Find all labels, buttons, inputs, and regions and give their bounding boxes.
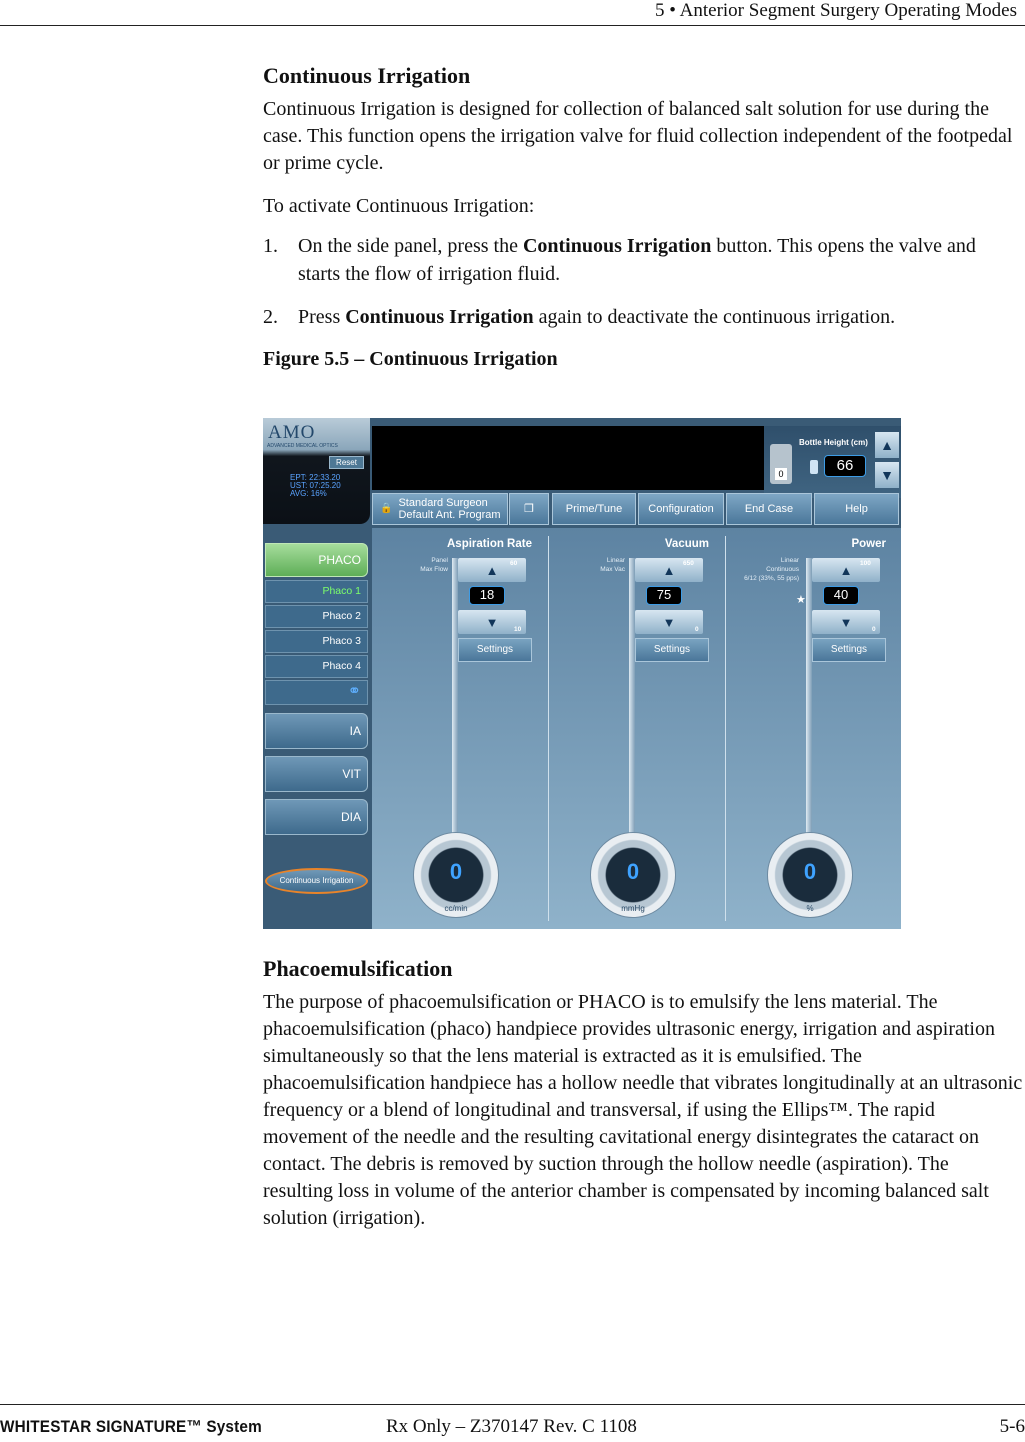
bottle-height-label: Bottle Height (cm)	[799, 438, 868, 447]
aspiration-gauge-unit: cc/min	[444, 904, 468, 913]
power-mode-line: Linear	[780, 557, 799, 564]
arrow-down-icon: ▼	[880, 467, 894, 483]
bottle-icon	[770, 444, 792, 484]
vacuum-mode	[600, 556, 625, 574]
ia-button[interactable]: IA	[265, 713, 368, 749]
aspiration-rate-column	[372, 528, 548, 929]
step-text: Press	[298, 306, 346, 328]
phaco3-button[interactable]: Phaco 3	[265, 630, 368, 653]
vacuum-gauge-value: 0	[626, 859, 640, 884]
parameter-panel	[372, 528, 901, 929]
avg-readout: AVG: 16%	[290, 489, 327, 498]
section-title: Continuous Irrigation	[263, 63, 471, 88]
product-name: WHITESTAR SIGNATURE™ System	[0, 1417, 262, 1436]
figure-caption: Figure 5.5 – Continuous Irrigation	[263, 348, 558, 370]
power-value: 40	[823, 586, 859, 605]
page-footer	[0, 1404, 1025, 1442]
intro-paragraph: Continuous Irrigation is designed for collection of balanced salt solution for use during the case. This function opens the irrigation valve for fluid collection independent of the footpedal or prime cycle.	[263, 98, 1013, 174]
running-header	[0, 0, 1025, 26]
link-icon: ⚭	[347, 683, 361, 700]
amo-logo-subtitle: ADVANCED MEDICAL OPTICS	[267, 443, 338, 449]
vacuum-title: Vacuum	[664, 538, 709, 550]
vacuum-gauge-unit: mmHg	[621, 904, 645, 913]
arrow-up-icon: ▲	[662, 562, 676, 578]
section-title: Phacoemulsification	[263, 956, 453, 981]
aspiration-settings-button[interactable]: Settings	[458, 638, 532, 662]
bottle-height-panel	[764, 426, 901, 498]
vacuum-mode-line: Max Vac	[600, 566, 625, 573]
copy-button[interactable]	[509, 493, 549, 525]
aspiration-mode-line: Panel	[431, 557, 448, 564]
vacuum-down-button[interactable]	[635, 610, 703, 634]
bottle-down-button[interactable]	[875, 462, 899, 488]
aspiration-value: 18	[469, 586, 505, 605]
step-bold: Continuous Irrigation	[345, 306, 534, 328]
power-max: 100	[860, 560, 871, 567]
ept-readout: EPT: 22:33.20	[290, 473, 341, 482]
phaco2-button[interactable]: Phaco 2	[265, 605, 368, 628]
phaco1-button[interactable]: Phaco 1	[265, 580, 368, 603]
star-icon: ★	[796, 594, 806, 606]
figure-screenshot	[263, 418, 901, 929]
section-continuous-irrigation	[263, 62, 1023, 373]
steps-list	[263, 232, 1023, 331]
bottle-up-button[interactable]	[875, 432, 899, 458]
step-text: button. This opens the valve and starts the flow of irrigation fluid.	[298, 235, 976, 285]
arrow-up-icon: ▲	[880, 437, 894, 453]
arrow-up-icon: ▲	[839, 562, 853, 578]
lock-icon: 🔒	[380, 503, 393, 514]
program-button[interactable]	[372, 493, 508, 525]
step-number: 1.	[263, 235, 278, 257]
vacuum-gauge	[590, 832, 676, 918]
help-button[interactable]: Help	[814, 493, 899, 525]
aspiration-min: 10	[514, 626, 522, 633]
continuous-irrigation-button[interactable]: Continuous Irrigation	[265, 868, 368, 894]
program-name	[398, 497, 500, 521]
power-gauge-unit: %	[806, 904, 814, 913]
vacuum-max: 650	[683, 560, 694, 567]
page-number: 5-6	[999, 1416, 1025, 1437]
list-item	[263, 303, 1023, 331]
aspiration-gauge	[413, 832, 499, 918]
timer-readout	[290, 474, 341, 498]
bottle-level-icon	[810, 460, 818, 474]
prime-tune-button[interactable]: Prime/Tune	[552, 493, 636, 525]
aspiration-gauge-value: 0	[449, 859, 463, 884]
logo-panel	[263, 418, 370, 524]
vacuum-value: 75	[646, 586, 682, 605]
power-gauge-value: 0	[803, 859, 817, 884]
step-bold: Continuous Irrigation	[522, 235, 712, 257]
vacuum-rail	[629, 558, 635, 858]
power-gauge	[767, 832, 853, 918]
vit-button[interactable]: VIT	[265, 756, 368, 792]
arrow-up-icon: ▲	[485, 562, 499, 578]
arrow-down-icon: ▼	[839, 614, 853, 630]
dia-button[interactable]: DIA	[265, 799, 368, 835]
power-settings-button[interactable]: Settings	[812, 638, 886, 662]
vacuum-column	[549, 528, 725, 929]
vacuum-settings-button[interactable]: Settings	[635, 638, 709, 662]
section-phacoemulsification	[263, 955, 1023, 1232]
vacuum-min: 0	[695, 626, 699, 633]
program-line1: Standard Surgeon	[398, 497, 488, 509]
vacuum-mode-line: Linear	[606, 557, 625, 564]
power-rail	[806, 558, 812, 858]
power-down-button[interactable]	[812, 610, 880, 634]
aspiration-rail	[452, 558, 458, 858]
phaco-button[interactable]: PHACO	[265, 543, 368, 577]
amo-logo: AMO	[268, 422, 316, 443]
arrow-down-icon: ▼	[485, 614, 499, 630]
power-title: Power	[851, 538, 886, 550]
body-paragraph: The purpose of phacoemulsification or PHACO is to emulsify the lens material. The phacoemulsification (phaco) handpiece provides ultrasonic energy, irrigation and aspiration simultaneously so that the lens material is extracted as it is emulsified. The phacoemulsification handpiece has a hollow needle that vibrates longitudinally at an ultrasonic frequency or a blend of longitudinal and transversal, if using the Ellips™. The rapid movement of the needle and the resulting cavitational energy disintegrates the cataract on contact. The debris is removed by suction through the hollow needle (aspiration). The resulting loss in volume of the anterior chamber is compensated by incoming balanced salt solution (irrigation).	[263, 991, 1023, 1229]
ust-readout: UST: 07:25.20	[290, 481, 341, 490]
power-column	[726, 528, 901, 929]
power-mode-line: Continuous	[766, 566, 799, 573]
arrow-down-icon: ▼	[662, 614, 676, 630]
reset-button[interactable]: Reset	[329, 456, 364, 469]
document-id: Rx Only – Z370147 Rev. C 1108	[386, 1416, 637, 1437]
message-display	[372, 426, 764, 490]
copy-icon: ❐	[524, 503, 534, 515]
aspiration-mode-line: Max Flow	[420, 566, 448, 573]
power-mode	[744, 556, 799, 583]
list-item	[263, 232, 1023, 288]
link-button[interactable]	[265, 680, 368, 705]
end-case-button[interactable]: End Case	[726, 493, 812, 525]
activate-paragraph: To activate Continuous Irrigation:	[263, 195, 535, 217]
step-number: 2.	[263, 306, 278, 328]
bottle-zero: 0	[775, 468, 787, 480]
step-text: again to deactivate the continuous irrigation.	[533, 306, 896, 328]
chapter-title: 5 • Anterior Segment Surgery Operating Modes	[655, 0, 1017, 21]
aspiration-mode	[420, 556, 448, 574]
bottle-height-value: 66	[824, 455, 866, 477]
aspiration-max: 60	[510, 560, 518, 567]
configuration-button[interactable]: Configuration	[638, 493, 724, 525]
power-mode-line: 6/12 (33%, 55 pps)	[744, 575, 799, 582]
aspiration-rate-title: Aspiration Rate	[447, 538, 532, 550]
step-text: On the side panel, press the	[298, 235, 523, 257]
power-min: 0	[872, 626, 876, 633]
phaco4-button[interactable]: Phaco 4	[265, 655, 368, 678]
program-line2: Default Ant. Program	[398, 509, 501, 521]
